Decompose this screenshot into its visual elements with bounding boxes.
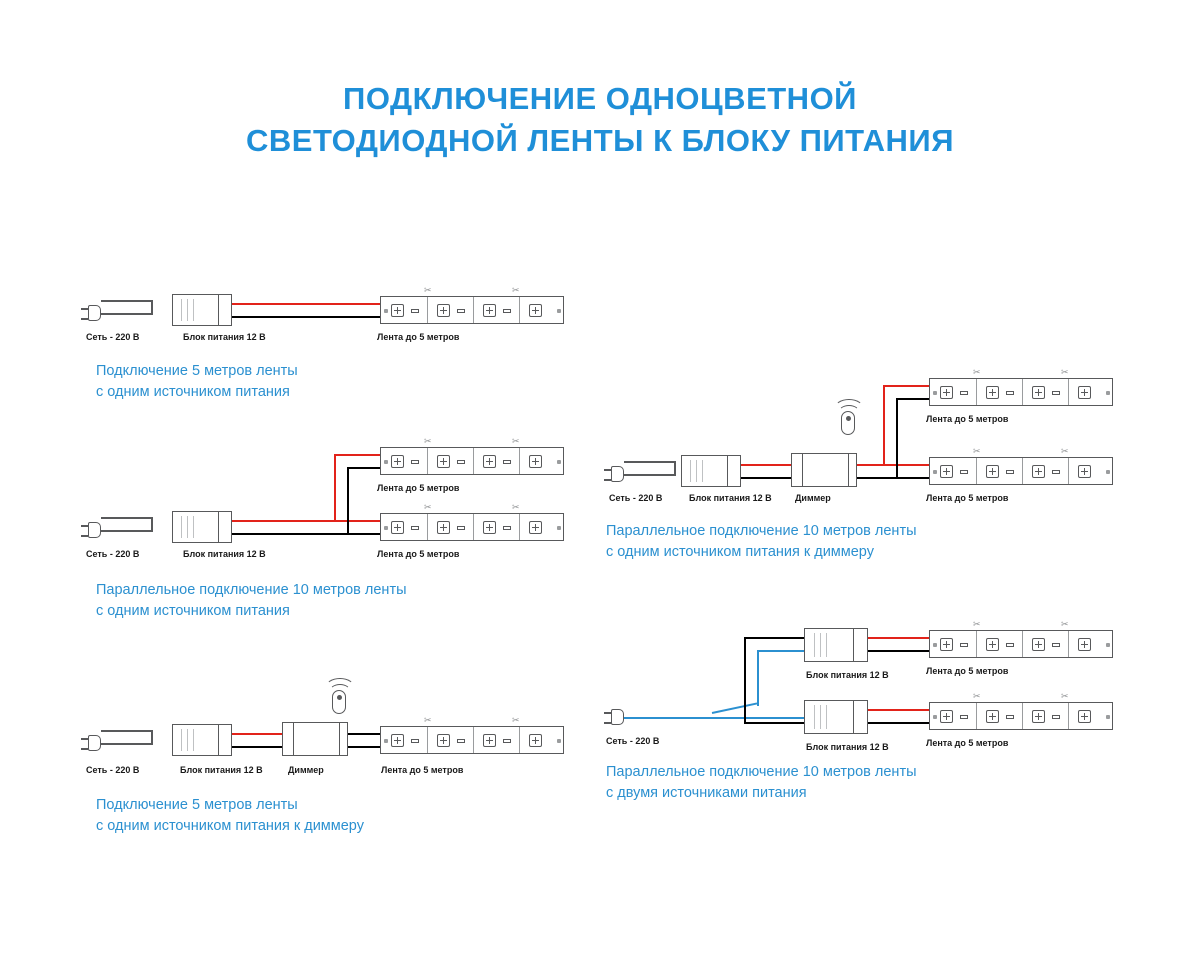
- caption-diagram-3: [96, 795, 364, 837]
- led-icon-4: [529, 304, 542, 317]
- dimmer-4-out-negative: [857, 477, 929, 479]
- solder-pad-4b-1: [933, 470, 937, 474]
- resistor-icon-2b-1: [411, 526, 419, 530]
- cut-mark-icon-5b-2: ✂: [1061, 691, 1069, 701]
- solder-pad-1: [384, 309, 388, 313]
- led-icon-2b-2: [437, 521, 450, 534]
- label-dimmer-3: Диммер: [288, 765, 324, 775]
- psu-2-positive-branch-h: [334, 454, 380, 456]
- psu-3-vent-3: [193, 729, 194, 751]
- led-strip-4b: [929, 457, 1113, 485]
- strip-5a-divider-3: [1068, 631, 1069, 657]
- cut-mark-icon-5a-1: ✂: [973, 619, 981, 629]
- label-strip-3: Лента до 5 метров: [381, 765, 464, 775]
- solder-pad-2b-1: [384, 526, 388, 530]
- resistor-icon-3: [503, 309, 511, 313]
- psu-2-vent-3: [193, 516, 194, 538]
- led-strip-2b: [380, 513, 564, 541]
- led-icon-4b-4: [1078, 465, 1091, 478]
- caption-4-line-1: Параллельное подключение 10 метров ленты: [606, 523, 917, 539]
- resistor-icon-4a-2: [1006, 391, 1014, 395]
- signal-arc-3-2: [325, 678, 355, 698]
- label-mains-1: Сеть - 220 В: [86, 332, 140, 342]
- led-icon-4b-1: [940, 465, 953, 478]
- label-strip-4b: Лента до 5 метров: [926, 493, 1009, 503]
- mains-plug-pin-bottom-5: [604, 722, 611, 724]
- strip-3-divider-1: [427, 727, 428, 753]
- caption-3-line-1: Подключение 5 метров ленты: [96, 797, 298, 813]
- led-icon-2a-1: [391, 455, 404, 468]
- solder-pad-2: [557, 309, 561, 313]
- mains-plug-icon: [88, 305, 101, 321]
- cut-mark-icon-5a-2: ✂: [1061, 619, 1069, 629]
- mains-branch-upper-h: [757, 650, 804, 652]
- power-supply-box-3: [172, 724, 232, 756]
- mains-neutral-upper-h: [744, 637, 804, 639]
- dimmer-4-branch-negative-v: [896, 398, 898, 478]
- solder-pad-2a-2: [557, 460, 561, 464]
- psu-3-vent-1: [181, 729, 182, 751]
- dimmer-3-seam-2: [339, 723, 340, 755]
- strip-3-divider-2: [473, 727, 474, 753]
- cut-mark-icon-4b-2: ✂: [1061, 446, 1069, 456]
- psu-4-vent-3: [702, 460, 703, 482]
- resistor-icon-4a-3: [1052, 391, 1060, 395]
- resistor-icon-4b-2: [1006, 470, 1014, 474]
- power-supply-box-5a: [804, 628, 868, 662]
- resistor-icon-2b-3: [503, 526, 511, 530]
- resistor-icon-3-3: [503, 739, 511, 743]
- resistor-icon-2a-2: [457, 460, 465, 464]
- strip-2b-divider-1: [427, 514, 428, 540]
- cut-mark-icon-2b-2: ✂: [512, 502, 520, 512]
- caption-3-line-2: с одним источником питания к диммеру: [96, 818, 364, 835]
- led-icon-5a-4: [1078, 638, 1091, 651]
- strip-5a-divider-1: [976, 631, 977, 657]
- psu-5b-vent-3: [826, 705, 827, 729]
- cut-mark-icon-2: ✂: [512, 285, 520, 295]
- label-psu-2: Блок питания 12 В: [183, 549, 266, 559]
- strip-5b-divider-1: [976, 703, 977, 729]
- page-title-line-1: ПОДКЛЮЧЕНИЕ ОДНОЦВЕТНОЙ: [343, 81, 857, 116]
- signal-arc-4-2: [834, 399, 864, 419]
- resistor-icon-5a-3: [1052, 643, 1060, 647]
- led-strip: [380, 296, 564, 324]
- led-icon-5a-1: [940, 638, 953, 651]
- strip-2a-divider-2: [473, 448, 474, 474]
- label-psu-4: Блок питания 12 В: [689, 493, 772, 503]
- resistor-icon-3-1: [411, 739, 419, 743]
- resistor-icon-5a-2: [1006, 643, 1014, 647]
- caption-4-line-2: с одним источником питания к диммеру: [606, 544, 874, 561]
- psu-2-positive-main: [232, 520, 380, 522]
- strip-4b-divider-3: [1068, 458, 1069, 484]
- dimmer-3-out-negative-2: [348, 746, 380, 748]
- psu-2-vent-1: [181, 516, 182, 538]
- caption-1-line-1: Подключение 5 метров ленты: [96, 363, 298, 379]
- led-icon-2: [437, 304, 450, 317]
- cut-mark-icon-2a-1: ✂: [424, 436, 432, 446]
- led-icon-1: [391, 304, 404, 317]
- solder-pad-5a-1: [933, 643, 937, 647]
- psu-5b-seam: [853, 701, 854, 733]
- strip-2b-divider-3: [519, 514, 520, 540]
- label-strip-5a: Лента до 5 метров: [926, 666, 1009, 676]
- mains-plug-pin-top-5: [604, 712, 611, 714]
- psu-5b-vent-2: [820, 705, 821, 729]
- resistor-icon-2b-2: [457, 526, 465, 530]
- mains-cord-h1-2: [101, 517, 153, 519]
- led-icon-3-3: [483, 734, 496, 747]
- psu-vent-1: [181, 299, 182, 321]
- mains-plug-pin-top: [81, 308, 88, 310]
- psu-3-to-dimmer-positive: [232, 733, 282, 735]
- mains-plug-pin-bottom-4: [604, 479, 611, 481]
- strip-2a-divider-3: [519, 448, 520, 474]
- dimmer-box-3: [282, 722, 348, 756]
- page-title-line-2: СВЕТОДИОДНОЙ ЛЕНТЫ К БЛОКУ ПИТАНИЯ: [246, 122, 954, 158]
- resistor-icon-4b-1: [960, 470, 968, 474]
- led-icon-4a-4: [1078, 386, 1091, 399]
- led-icon-5a-3: [1032, 638, 1045, 651]
- cut-mark-icon-5b-1: ✂: [973, 691, 981, 701]
- psu-2-vent-2: [187, 516, 188, 538]
- led-icon-5a-2: [986, 638, 999, 651]
- mains-plug-pin-top-3: [81, 738, 88, 740]
- mains-plug-pin-top-4: [604, 469, 611, 471]
- psu-5a-vent-1: [814, 633, 815, 657]
- led-icon-2b-3: [483, 521, 496, 534]
- caption-2-line-2: с одним источником питания: [96, 603, 290, 620]
- label-mains-5: Сеть - 220 В: [606, 736, 660, 746]
- psu-vent-2: [187, 299, 188, 321]
- psu-2-negative-branch-h: [347, 467, 380, 469]
- caption-diagram-5: [606, 762, 917, 804]
- label-strip-2b: Лента до 5 метров: [377, 549, 460, 559]
- psu-5a-out-negative: [868, 650, 929, 652]
- strip-divider-2: [473, 297, 474, 323]
- solder-pad-4a-2: [1106, 391, 1110, 395]
- strip-4a-divider-1: [976, 379, 977, 405]
- solder-pad-4a-1: [933, 391, 937, 395]
- mains-plug-icon-5: [611, 709, 624, 725]
- strip-5b-divider-3: [1068, 703, 1069, 729]
- cut-mark-icon-4a-1: ✂: [973, 367, 981, 377]
- strip-4b-divider-2: [1022, 458, 1023, 484]
- cut-mark-icon-4b-1: ✂: [973, 446, 981, 456]
- label-strip-4a: Лента до 5 метров: [926, 414, 1009, 424]
- label-mains-3: Сеть - 220 В: [86, 765, 140, 775]
- psu-output-positive-wire: [232, 303, 380, 305]
- strip-4a-divider-2: [1022, 379, 1023, 405]
- strip-divider-1: [427, 297, 428, 323]
- mains-cord-h2-2: [101, 530, 153, 532]
- psu-5a-seam: [853, 629, 854, 661]
- psu-4-to-dimmer-positive: [741, 464, 791, 466]
- label-psu-5a: Блок питания 12 В: [806, 670, 889, 680]
- psu-2-negative-main: [232, 533, 380, 535]
- led-icon-3-1: [391, 734, 404, 747]
- label-mains-2: Сеть - 220 В: [86, 549, 140, 559]
- dimmer-box-4: [791, 453, 857, 487]
- solder-pad-2b-2: [557, 526, 561, 530]
- led-icon-4a-2: [986, 386, 999, 399]
- resistor-icon-4b-3: [1052, 470, 1060, 474]
- mains-cord-h1-4: [624, 461, 676, 463]
- led-icon-5b-2: [986, 710, 999, 723]
- led-strip-2a: [380, 447, 564, 475]
- caption-5-line-2: с двумя источниками питания: [606, 785, 807, 802]
- led-icon-2a-3: [483, 455, 496, 468]
- mains-cord-h1-3: [101, 730, 153, 732]
- dimmer-4-branch-negative-h: [896, 398, 929, 400]
- strip-5b-divider-2: [1022, 703, 1023, 729]
- cut-mark-icon-1: ✂: [424, 285, 432, 295]
- resistor-icon-2a-1: [411, 460, 419, 464]
- power-supply-box-2: [172, 511, 232, 543]
- led-icon-3-2: [437, 734, 450, 747]
- psu-3-seam: [218, 725, 219, 755]
- mains-plug-pin-bottom: [81, 318, 88, 320]
- psu-output-negative-wire: [232, 316, 380, 318]
- solder-pad-3-2: [557, 739, 561, 743]
- label-psu-3: Блок питания 12 В: [180, 765, 263, 775]
- strip-2a-divider-1: [427, 448, 428, 474]
- solder-pad-5b-2: [1106, 715, 1110, 719]
- mains-plug-pin-bottom-3: [81, 748, 88, 750]
- led-strip-5a: [929, 630, 1113, 658]
- mains-cord-v-4: [674, 461, 676, 475]
- strip-5a-divider-2: [1022, 631, 1023, 657]
- resistor-icon-5b-1: [960, 715, 968, 719]
- led-strip-3: [380, 726, 564, 754]
- led-icon-4a-3: [1032, 386, 1045, 399]
- psu-2-negative-branch-v: [347, 467, 349, 534]
- power-supply-box: [172, 294, 232, 326]
- solder-pad-5a-2: [1106, 643, 1110, 647]
- caption-2-line-1: Параллельное подключение 10 метров ленты: [96, 582, 407, 598]
- mains-plug-pin-bottom-2: [81, 535, 88, 537]
- mains-neutral-lower-h: [744, 722, 804, 724]
- mains-run-5: [624, 717, 730, 719]
- psu-vent-3: [193, 299, 194, 321]
- led-icon-4b-2: [986, 465, 999, 478]
- dimmer-4-branch-positive-h: [883, 385, 929, 387]
- led-icon-5b-1: [940, 710, 953, 723]
- psu-3-vent-2: [187, 729, 188, 751]
- led-icon-5b-4: [1078, 710, 1091, 723]
- dimmer-3-out-negative: [348, 733, 380, 735]
- strip-3-divider-3: [519, 727, 520, 753]
- mains-plug-icon-3: [88, 735, 101, 751]
- label-mains-4: Сеть - 220 В: [609, 493, 663, 503]
- psu-2-positive-branch-v: [334, 454, 336, 521]
- solder-pad-3-1: [384, 739, 388, 743]
- cut-mark-icon-3-2: ✂: [512, 715, 520, 725]
- label-strip-1: Лента до 5 метров: [377, 332, 460, 342]
- solder-pad-5b-1: [933, 715, 937, 719]
- label-strip-5b: Лента до 5 метров: [926, 738, 1009, 748]
- mains-plug-icon-4: [611, 466, 624, 482]
- solder-pad-2a-1: [384, 460, 388, 464]
- solder-pad-4b-2: [1106, 470, 1110, 474]
- power-supply-box-4: [681, 455, 741, 487]
- mains-cord-h2: [101, 313, 153, 315]
- led-icon-4a-1: [940, 386, 953, 399]
- label-dimmer-4: Диммер: [795, 493, 831, 503]
- led-icon-3-4: [529, 734, 542, 747]
- cut-mark-icon-2a-2: ✂: [512, 436, 520, 446]
- psu-5b-vent-1: [814, 705, 815, 729]
- dimmer-4-seam: [802, 454, 803, 486]
- psu-4-vent-1: [690, 460, 691, 482]
- mains-neutral-upper-v: [744, 637, 746, 723]
- mains-branch-upper-v: [757, 650, 759, 706]
- led-icon-2b-4: [529, 521, 542, 534]
- psu-3-to-dimmer-negative: [232, 746, 282, 748]
- led-strip-5b: [929, 702, 1113, 730]
- mains-cord-v-3: [151, 730, 153, 744]
- psu-5b-out-negative: [868, 722, 929, 724]
- cut-mark-icon-4a-2: ✂: [1061, 367, 1069, 377]
- led-icon-3: [483, 304, 496, 317]
- led-icon-2a-4: [529, 455, 542, 468]
- dimmer-4-out-positive: [857, 464, 929, 466]
- psu-5a-vent-2: [820, 633, 821, 657]
- led-icon-4b-3: [1032, 465, 1045, 478]
- cut-mark-icon-2b-1: ✂: [424, 502, 432, 512]
- mains-branch-upper-diag: [712, 702, 757, 713]
- resistor-icon-5b-2: [1006, 715, 1014, 719]
- cut-mark-icon-3-1: ✂: [424, 715, 432, 725]
- mains-cord-h2-4: [624, 474, 676, 476]
- dimmer-3-seam: [293, 723, 294, 755]
- psu-4-vent-2: [696, 460, 697, 482]
- dimmer-4-seam-2: [848, 454, 849, 486]
- mains-plug-icon-2: [88, 522, 101, 538]
- led-icon-2a-2: [437, 455, 450, 468]
- resistor-icon-2a-3: [503, 460, 511, 464]
- led-strip-4a: [929, 378, 1113, 406]
- resistor-icon-4a-1: [960, 391, 968, 395]
- resistor-icon-3-2: [457, 739, 465, 743]
- mains-cord-v-2: [151, 517, 153, 531]
- psu-5b-out-positive: [868, 709, 929, 711]
- strip-2b-divider-2: [473, 514, 474, 540]
- resistor-icon-5a-1: [960, 643, 968, 647]
- caption-5-line-1: Параллельное подключение 10 метров ленты: [606, 764, 917, 780]
- power-supply-box-5b: [804, 700, 868, 734]
- mains-branch-lower-h: [730, 717, 804, 719]
- page-title: [0, 78, 1200, 162]
- resistor-icon-2: [457, 309, 465, 313]
- psu-4-to-dimmer-negative: [741, 477, 791, 479]
- resistor-icon-1: [411, 309, 419, 313]
- led-icon-2b-1: [391, 521, 404, 534]
- psu-4-seam: [727, 456, 728, 486]
- mains-cord-v: [151, 300, 153, 314]
- psu-seam: [218, 295, 219, 325]
- dimmer-4-branch-positive-v: [883, 385, 885, 465]
- caption-diagram-1: [96, 361, 298, 403]
- strip-4b-divider-1: [976, 458, 977, 484]
- resistor-icon-5b-3: [1052, 715, 1060, 719]
- label-strip-2a: Лента до 5 метров: [377, 483, 460, 493]
- mains-cord-h2-3: [101, 743, 153, 745]
- caption-1-line-2: с одним источником питания: [96, 384, 290, 401]
- mains-cord-h1: [101, 300, 153, 302]
- psu-5a-out-positive: [868, 637, 929, 639]
- strip-divider-3: [519, 297, 520, 323]
- caption-diagram-4: [606, 521, 917, 563]
- psu-5a-vent-3: [826, 633, 827, 657]
- mains-plug-pin-top-2: [81, 525, 88, 527]
- psu-2-seam: [218, 512, 219, 542]
- strip-4a-divider-3: [1068, 379, 1069, 405]
- label-psu-5b: Блок питания 12 В: [806, 742, 889, 752]
- led-icon-5b-3: [1032, 710, 1045, 723]
- caption-diagram-2: [96, 580, 407, 622]
- label-psu-1: Блок питания 12 В: [183, 332, 266, 342]
